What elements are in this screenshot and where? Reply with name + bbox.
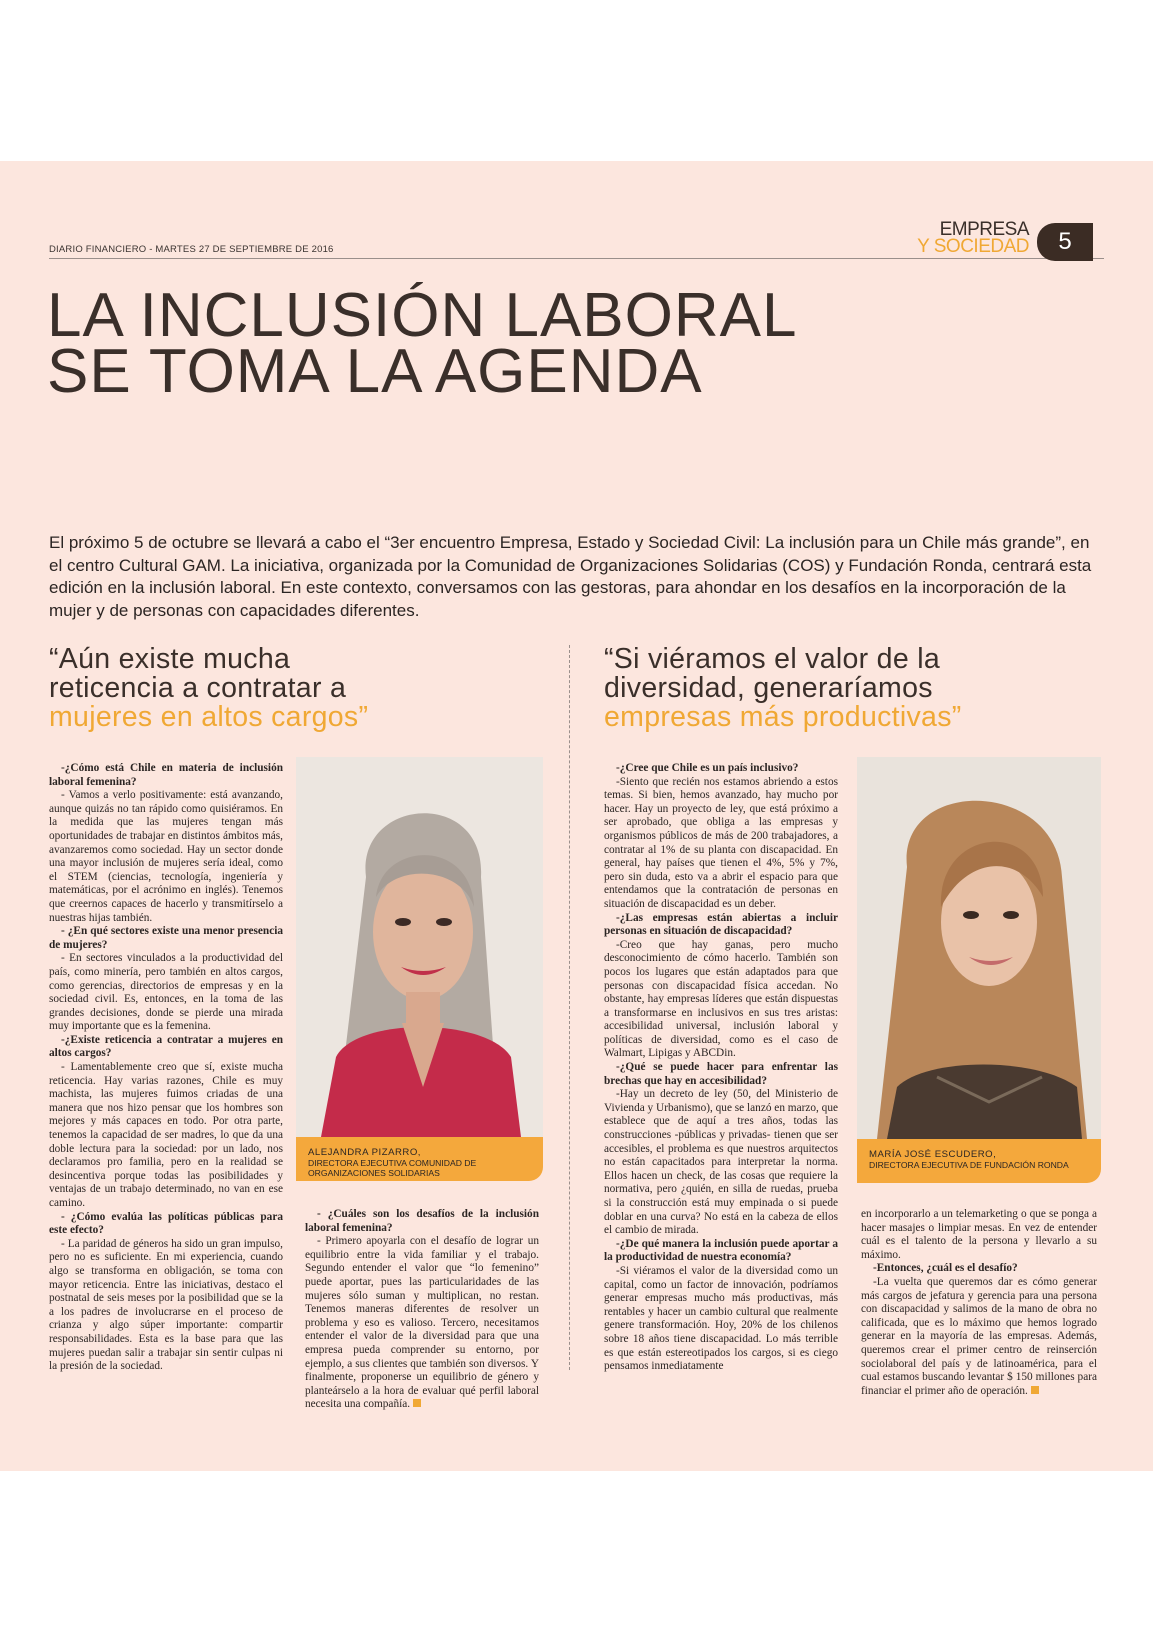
- interview-question: -¿De qué manera la inclusión puede aportar a la productividad de nuestra economía?: [604, 1237, 838, 1264]
- end-of-article-mark: [413, 1399, 421, 1407]
- right-pull-quote: [604, 645, 962, 732]
- section-title-line1: EMPRESA: [939, 219, 1029, 240]
- headline: [47, 281, 798, 406]
- left-caption-role: DIRECTORA EJECUTIVA COMUNIDAD DE ORGANIZACIONES SOLIDARIAS: [308, 1158, 477, 1178]
- portrait-illustration: [296, 757, 543, 1137]
- interview-question: - ¿Cómo evalúa las políticas públicas para este efecto?: [49, 1210, 283, 1237]
- section-title-line2: Y SOCIEDAD: [917, 236, 1029, 257]
- right-caption-role: DIRECTORA EJECUTIVA DE FUNDACIÓN RONDA: [869, 1160, 1069, 1170]
- page-number: 5: [1037, 223, 1093, 261]
- interview-question: -Entonces, ¿cuál es el desafío?: [873, 1262, 1018, 1275]
- interview-answer: - Primero apoyarla con el desafío de lograr un equilibrio entre la vida familiar y el trabajo. Segundo entender el valor que “lo femenino” puede aportar, pues las particularidades de las mujeres sólo suman y multiplican, no restan. Tenemos maneras diferentes de resolver un problema y eso es valioso. Tercero, necesitamos entender el valor de la diversidad para que una empresa pueda comprender su entorno, por ejemplo, a sus clientes que también son diversos. Y finalmente, proponerse un equilibrio de género y planteárselo a la hora de evaluar qué perfil laboral necesita una compañía.: [305, 1235, 539, 1411]
- left-caption-name: ALEJANDRA PIZARRO,: [308, 1147, 421, 1158]
- interview-answer: en incorporarlo a un telemarketing o que se ponga a hacer masajes o limpiar mesas. En vez de entender cuál es el talento de la persona y llevarlo a su máximo.: [861, 1208, 1097, 1261]
- left-quote-line1: “Aún existe mucha: [49, 643, 291, 675]
- column-divider: [569, 645, 570, 1370]
- right-quote-line3: empresas más productivas”: [604, 701, 962, 733]
- left-photo-caption: [296, 1137, 543, 1181]
- right-quote-line2: diversidad, generaríamos: [604, 672, 933, 704]
- interview-answer: -Creo que hay ganas, pero mucho desconocimiento de cómo hacerlo. También son pocos los lugares que están adaptados para que personas con discapacidad física accedan. No obstante, hay empresas líderes que están dispuestas a transformarse en inclusivos en sus tres aristas: accesibilidad universal, inclusión laboral y políticas de diversidad, como es el caso de Walmart, Lipigas y ABCDin.: [604, 938, 838, 1060]
- interview-question: - ¿Cuáles son los desafíos de la inclusión laboral femenina?: [305, 1208, 539, 1234]
- portrait-maria-jose-escudero: [857, 757, 1101, 1139]
- headline-line1: LA INCLUSIÓN LABORAL: [47, 281, 798, 350]
- interview-answer: - Lamentablemente creo que sí, existe mucha reticencia. Hay varias razones, Chile es muy machista, las mujeres fuimos criadas de una manera que nos hizo pensar que los hombres son mejores y más capaces en todo. Por otra parte, tenemos la capacidad de ser madres, lo que da una doble lectura para la sociedad: por un lado, nos declaramos pro familia, pero en la realidad se desincentiva porque todas las posibilidades y ventajas de un trabajo determinado, no van en ese camino.: [49, 1061, 283, 1209]
- interview-question: -¿Cómo está Chile en materia de inclusión laboral femenina?: [49, 762, 283, 788]
- right-quote-line1: “Si viéramos el valor de la: [604, 643, 940, 675]
- end-of-article-mark: [1031, 1386, 1039, 1394]
- interview-answer: - En sectores vinculados a la productividad del país, como minería, pero también en altos cargos, como gerencias, directorios de empresas y en la sociedad civil. Es, entonces, en la toma de las grandes decisiones, donde se pierde una mirada muy importante que es la femenina.: [49, 952, 283, 1033]
- header-rule: [49, 258, 1104, 259]
- interview-question: -¿Existe reticencia a contratar a mujeres en altos cargos?: [49, 1033, 283, 1060]
- interview-answer: - Vamos a verlo positivamente: está avanzando, aunque quizás no tan rápido como quisiéramos. En la medida que las mujeres tengan más oportunidades de trabajar en distintos ámbitos más, avanzaremos como sociedad. Hay un sector donde una mayor inclusión de mujeres sería ideal, como el STEM (ciencias, tecnología, ingeniería y matemáticas, por el acrónimo en inglés). Tenemos que creernos capaces de hacerlo y transmitírselo a nuestras hijas también.: [49, 789, 283, 924]
- interview-answer: -La vuelta que queremos dar es cómo generar más cargos de jefatura y gerencia para una persona con discapacidad y salimos de la mano de obra no calificada, que es lo máximo que hemos logrado generar en la mayoría de las empresas. Además, queremos crear el primer centro de reinserción sociolaboral del país y de latinoamérica, para el cual estamos buscando levantar $ 150 millones para financiar el primer año de operación.: [861, 1275, 1097, 1397]
- right-column-2: [861, 1208, 1097, 1398]
- right-photo-caption: [857, 1139, 1101, 1183]
- interview-question: -¿Cree que Chile es un país inclusivo?: [616, 762, 799, 774]
- portrait-illustration: [857, 757, 1101, 1139]
- interview-question: -¿Las empresas están abiertas a incluir personas en situación de discapacidad?: [604, 911, 838, 938]
- intro-paragraph: El próximo 5 de octubre se llevará a cabo el “3er encuentro Empresa, Estado y Sociedad Civil: La inclusión para un Chile más grande”, en el centro Cultural GAM. La iniciativa, organizada por la Comunidad de Organizaciones Solidarias (COS) y Fundación Ronda, centrará esta edición en la inclusión laboral. En este contexto, conversamos con las gestoras, para ahondar en los desafíos en la incorporación de la mujer y de personas con capacidades diferentes.: [49, 533, 1092, 620]
- left-pull-quote: [49, 645, 368, 732]
- interview-answer: -Siento que recién nos estamos abriendo a estos temas. Si bien, hemos avanzado, hay mucho por hacer. Hay un proyecto de ley, que está próximo a ser aprobado, que obliga a las empresas y organismos públicos de más de 200 trabajadores, a contratar al 1% de su planta con discapacidad. En general, hay países que tienen el 4%, 5% y 7%, pero sin duda, esto va a abrir el espacio para que entendamos que la contratación de personas en situación de discapacidad es un deber.: [604, 775, 838, 910]
- right-caption-name: MARÍA JOSÉ ESCUDERO,: [869, 1149, 997, 1160]
- dateline: DIARIO FINANCIERO - MARTES 27 DE SEPTIEMBRE DE 2016: [49, 244, 334, 255]
- left-quote-line3: mujeres en altos cargos”: [49, 701, 369, 733]
- left-column-1: [49, 762, 283, 1374]
- interview-question: - ¿En qué sectores existe una menor presencia de mujeres?: [49, 925, 283, 951]
- portrait-alejandra-pizarro: [296, 757, 543, 1137]
- interview-answer: -Hay un decreto de ley (50, del Ministerio de Vivienda y Urbanismo), que se lanzó en marzo, que establece que de aquí a tres años, todas las construcciones -públicas y privadas- tienen que ser accesibles, el problema es que nuestros arquitectos no están capacitados para interpretar la norma. Ellos hacen un check, de las cosas que requiere la normativa, pero ¿quién, en silla de ruedas, prueba si la construcción está muy empinada o si puede doblar en una curva? No está en la cabeza de ellos el cambio de mirada.: [604, 1088, 838, 1237]
- headline-line2: SE TOMA LA AGENDA: [47, 337, 703, 406]
- interview-answer: -Si viéramos el valor de la diversidad como un capital, como un factor de innovación, podríamos generar empresas mucho más productivas, más rentables y hacer un cambio cultural que realmente genere transformación. Hoy, 20% de los chilenos sobre 18 años tiene discapacidad. Lo más terrible es que están estereotipados los cargos, si es ciego pensamos inmediatamente: [604, 1264, 838, 1373]
- interview-question: -¿Qué se puede hacer para enfrentar las brechas que hay en accesibilidad?: [604, 1061, 838, 1087]
- left-column-2: [305, 1208, 539, 1412]
- right-column-1: [604, 762, 838, 1374]
- left-quote-line2: reticencia a contratar a: [49, 672, 347, 704]
- interview-answer: - La paridad de géneros ha sido un gran impulso, pero no es suficiente. En mi experiencia, cuando algo se transforma en obligación, se toma con mayor reticencia. Entre las iniciativas, destaco el postnatal de seis meses por la posibilidad que se la a los padres de involucrarse en el proceso de crianza y algo súper importante: compartir responsabilidades. Esta es la base para que las mujeres puedan salir a trabajar sin sentir culpas ni la presión de la sociedad.: [49, 1237, 283, 1373]
- section-title: [917, 221, 1029, 255]
